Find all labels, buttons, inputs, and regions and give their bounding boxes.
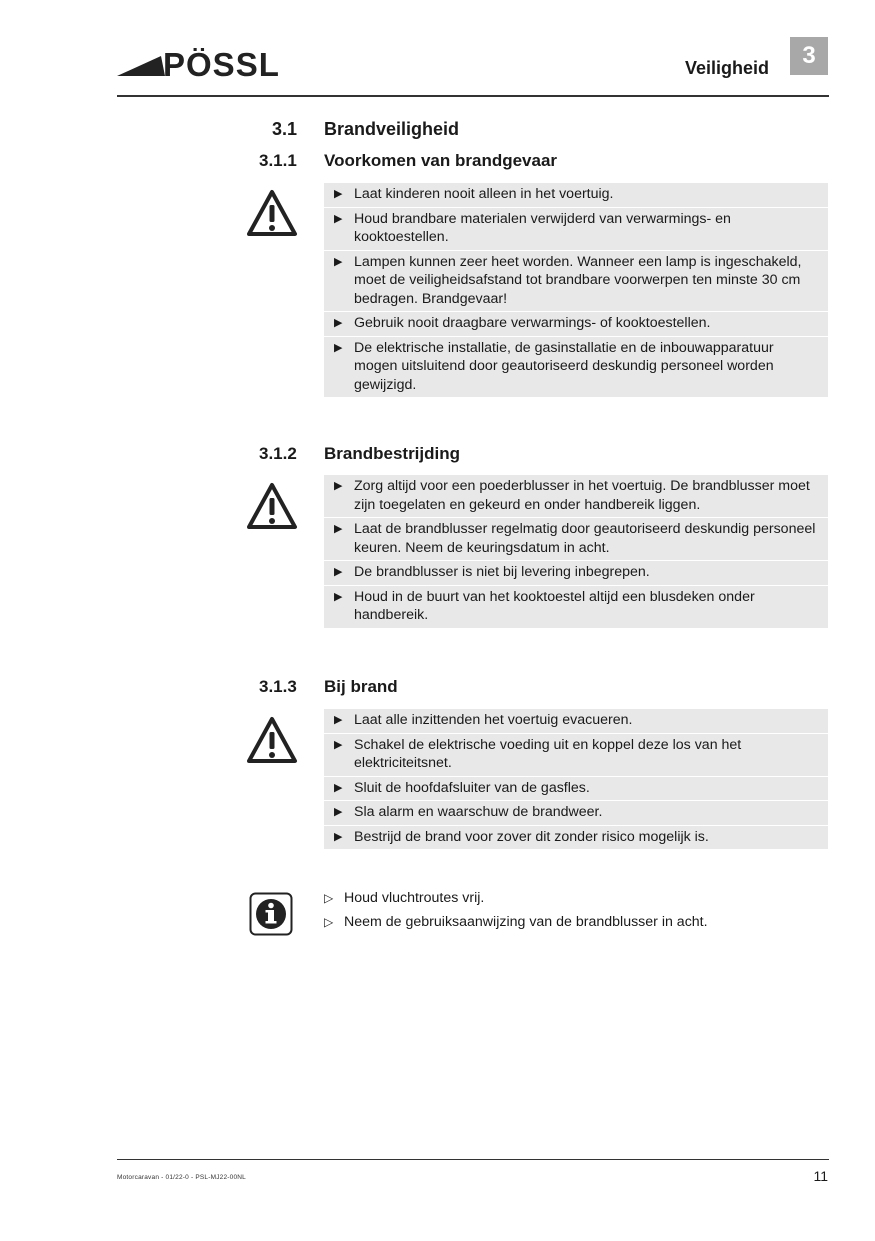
warning-box-in-case-of-fire — [324, 709, 828, 849]
list-item: ▶ Houd brandbare materialen verwijderd van verwarmings- en kooktoestellen. — [324, 208, 828, 251]
warning-triangle-icon — [246, 189, 298, 237]
bullet-arrow-icon: ▶ — [334, 317, 343, 329]
bullet-arrow-icon: ▶ — [334, 212, 343, 225]
bullet-arrow-icon: ▶ — [334, 523, 343, 535]
list-item: ▶ Houd in de buurt van het kooktoestel altijd een blusdeken onder handbereik. — [334, 588, 755, 623]
chapter-number-badge: 3 — [790, 37, 828, 75]
warning-box-prevention — [324, 183, 828, 397]
info-list — [324, 887, 828, 934]
bullet-arrow-icon: ▶ — [334, 781, 343, 794]
info-icon — [249, 892, 293, 936]
brand-wordmark: PÖSSL — [163, 48, 280, 78]
bullet-arrow-icon: ▶ — [334, 341, 343, 354]
list-item: ▶ Bestrijd de brand voor zover dit zonder risico mogelijk is. — [334, 828, 709, 845]
subsection-number: 3.1.3 — [259, 677, 297, 696]
subsection-number: 3.1.2 — [259, 444, 297, 463]
document-reference: Motorcaravan - 01/22-0 - PSL-MJ22-00NL — [117, 1174, 246, 1181]
footer-divider — [117, 1159, 829, 1160]
subsection-number: 3.1.1 — [259, 151, 297, 170]
list-item: ▶ Laat alle inzittenden het voertuig evacueren. — [324, 709, 828, 734]
list-item: ▶ Laat de brandblusser regelmatig door geautoriseerd deskundig personeel keuren. Neem de keuringsdatum in acht. — [324, 518, 828, 561]
subsection-title: Bij brand — [324, 677, 398, 696]
bullet-arrow-icon: ▶ — [334, 830, 343, 843]
bullet-arrow-icon: ▶ — [334, 480, 343, 492]
chapter-title: Veiligheid — [684, 58, 769, 78]
list-item: ▶ Gebruik nooit draagbare verwarmings- of kooktoestellen. — [324, 312, 828, 337]
brand-logo — [117, 48, 327, 78]
warning-box-firefighting — [324, 475, 828, 628]
list-item: ▶ Sluit de hoofdafsluiter van de gasfles. — [324, 777, 828, 802]
bullet-arrow-icon: ▶ — [334, 188, 343, 200]
list-item: ▶ Sla alarm en waarschuw de brandweer. — [324, 801, 828, 826]
hollow-arrow-icon: ▷ — [324, 891, 334, 905]
warning-triangle-icon — [246, 716, 298, 764]
list-item: ▷ Houd vluchtroutes vrij. — [324, 890, 485, 906]
list-item: ▶ De elektrische installatie, de gasinstallatie en de inbouwapparatuur mogen uitsluitend door geautoriseerd deskundig personeel worden gewijzigd. — [334, 339, 774, 393]
list-item: ▶ De brandblusser is niet bij levering inbegrepen. — [324, 561, 828, 586]
bullet-arrow-icon: ▶ — [334, 714, 343, 726]
bullet-arrow-icon: ▶ — [334, 590, 343, 603]
warning-triangle-icon — [246, 482, 298, 530]
bullet-arrow-icon: ▶ — [334, 255, 343, 268]
header-divider — [117, 95, 829, 97]
subsection-title: Voorkomen van brandgevaar — [324, 151, 558, 170]
section-number: 3.1 — [272, 119, 298, 139]
list-item: ▷ Neem de gebruiksaanwijzing van de brandblusser in acht. — [324, 913, 708, 930]
page-number: 11 — [813, 1168, 828, 1184]
section-title: Brandveiligheid — [324, 119, 460, 139]
list-item: ▶ Schakel de elektrische voeding uit en koppel deze los van het elektriciteitsnet. — [324, 734, 828, 777]
list-item: ▶ Laat kinderen nooit alleen in het voertuig. — [324, 183, 828, 208]
list-item: ▶ Zorg altijd voor een poederblusser in het voertuig. De brandblusser moet zijn toegelaten en gekeurd en onder handbereik liggen. — [324, 475, 828, 518]
bullet-arrow-icon: ▶ — [334, 566, 343, 578]
bullet-arrow-icon: ▶ — [334, 806, 343, 818]
list-item: ▶ Lampen kunnen zeer heet worden. Wanneer een lamp is ingeschakeld, moet de veiligheidsafstand tot brandbare voorwerpen ten minste 30 cm bedragen. Brandgevaar! — [324, 251, 828, 313]
subsection-title: Brandbestrijding — [324, 444, 461, 463]
hollow-arrow-icon: ▷ — [324, 914, 334, 929]
bullet-arrow-icon: ▶ — [334, 738, 343, 751]
